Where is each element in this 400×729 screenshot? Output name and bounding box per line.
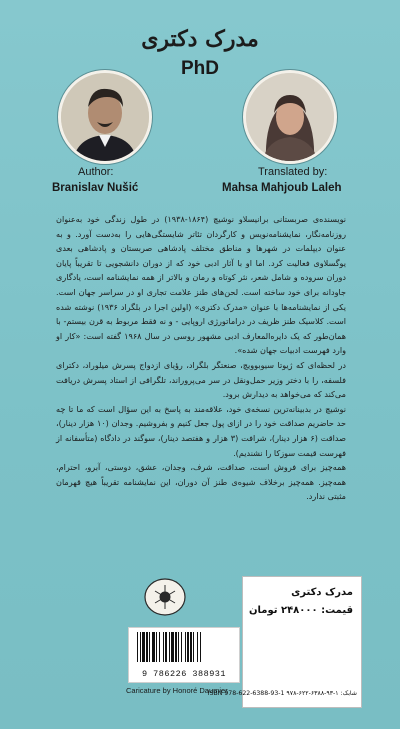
- barcode-icon: [135, 632, 233, 666]
- description-paragraph: نویسنده‌ی صربستانی برانیسلاو نوشیچ (۱۸۶۴-۱۹۳۸) در طول زندگی خود به‌عنوان روزنامه‌نگار، نمایشنامه‌نویس و کارگردان تئاتر شایستگی‌هایی را به‌دست آورد. و به عنوان دیپلمات در شهرها و مناطق مختلف پادشاهی صربستان و پادشاهی بعدی یوگسلاوی فعالیت کرد. اما او با آثار ادبی خود که از دوران دانشجویی تا تقریباً پایان دوران سروده و شامل شعر، نثر کوتاه و رمان و بالاتر از همه نمایشنامه است، یادگاری جاودانه برای خود ساخته است. لحن‌های طنز علامت تجاری او در سراسر جهان است. یکی از نمایشنامه‌ها با عنوان «مدرک دکتری» (اولین اجرا در بلگراد ۱۹۳۶) نوشته شده است. کلاسیک طنز ظریف در دراماتورژی اروپایی - و نه فقط مربوط به قرن بیستم- با همان‌طور که یک دایره‌المعارف ادبی مشهور روسی در سال ۱۹۶۸ گفته است: «کار او وارد فهرست ادبیات جهان شده».: [56, 214, 347, 356]
- price-label: قیمت: ۲۴۸۰۰۰ تومان: [248, 605, 353, 616]
- translator-portrait: [243, 70, 337, 164]
- publisher-logo: [143, 577, 187, 617]
- persian-title: مدرک دکتری: [141, 26, 259, 52]
- english-title: PhD: [181, 58, 219, 79]
- translator-photo-icon: [246, 73, 334, 161]
- author-photo-icon: [61, 73, 149, 161]
- barcode-digits: 9 786226 388931: [141, 669, 226, 679]
- author-portrait: [58, 70, 152, 164]
- book-description: [56, 212, 346, 504]
- description-paragraph: نوشیچ در بدبینانه‌ترین نسخه‌ی خود، علاقه‌مند به پاسخ به این سؤال است که ما تا چه حد حاضریم صداقت خود را در ازای پول جعل کنیم و بفروشیم. وجدان (۱۰ هزار دینار)، صداقت (۶ هزار دینار)، شرافت (۳ هزار و هفتصد دینار)، سوگند در دادگاه (متأسفانه از فهرست قیمت سوزکا را نشندیم).: [56, 403, 346, 458]
- translator-role-label: Translated by:: [258, 166, 328, 178]
- price-info-box: [207, 576, 362, 708]
- description-paragraph: در لحظه‌ای که ژیوتا سیوبوویچ، صنعتگر بلگراد، رؤیای ازدواج پسرش میلوراد، دکترای فلسفه، را با دختر وزیر حمل‌ونقل در سر می‌پروراند، تلگرافی از استاد پسرش دریافت می‌کند که می‌خواهد به دیدارش برود.: [56, 359, 346, 400]
- description-paragraph: همه‌چیز برای فروش است، صداقت، شرف، وجدان، عشق، دوستی، آبرو، احترام، همه‌چیز. همه‌چیز برخلاف شیوه‌ی طنز آن دوران، این نمایشنامه تقریباً هیچ قهرمان مثبتی ندارد.: [56, 462, 346, 502]
- author-name: Branislav Nušić: [52, 182, 139, 194]
- caricature-credit: Caricature by Honoré Daumier: [126, 686, 228, 695]
- translator-name: Mahsa Mahjoub Laleh: [222, 182, 342, 194]
- author-role-label: Author:: [78, 166, 114, 178]
- info-book-title: مدرک دکتری: [291, 587, 353, 598]
- isbn-label: شابک: ۱-۹۳-۶۳۸۸-۶۲۲-۹۷۸ ISBN 978-622-6388-93-1: [207, 690, 357, 697]
- barcode: [128, 627, 240, 683]
